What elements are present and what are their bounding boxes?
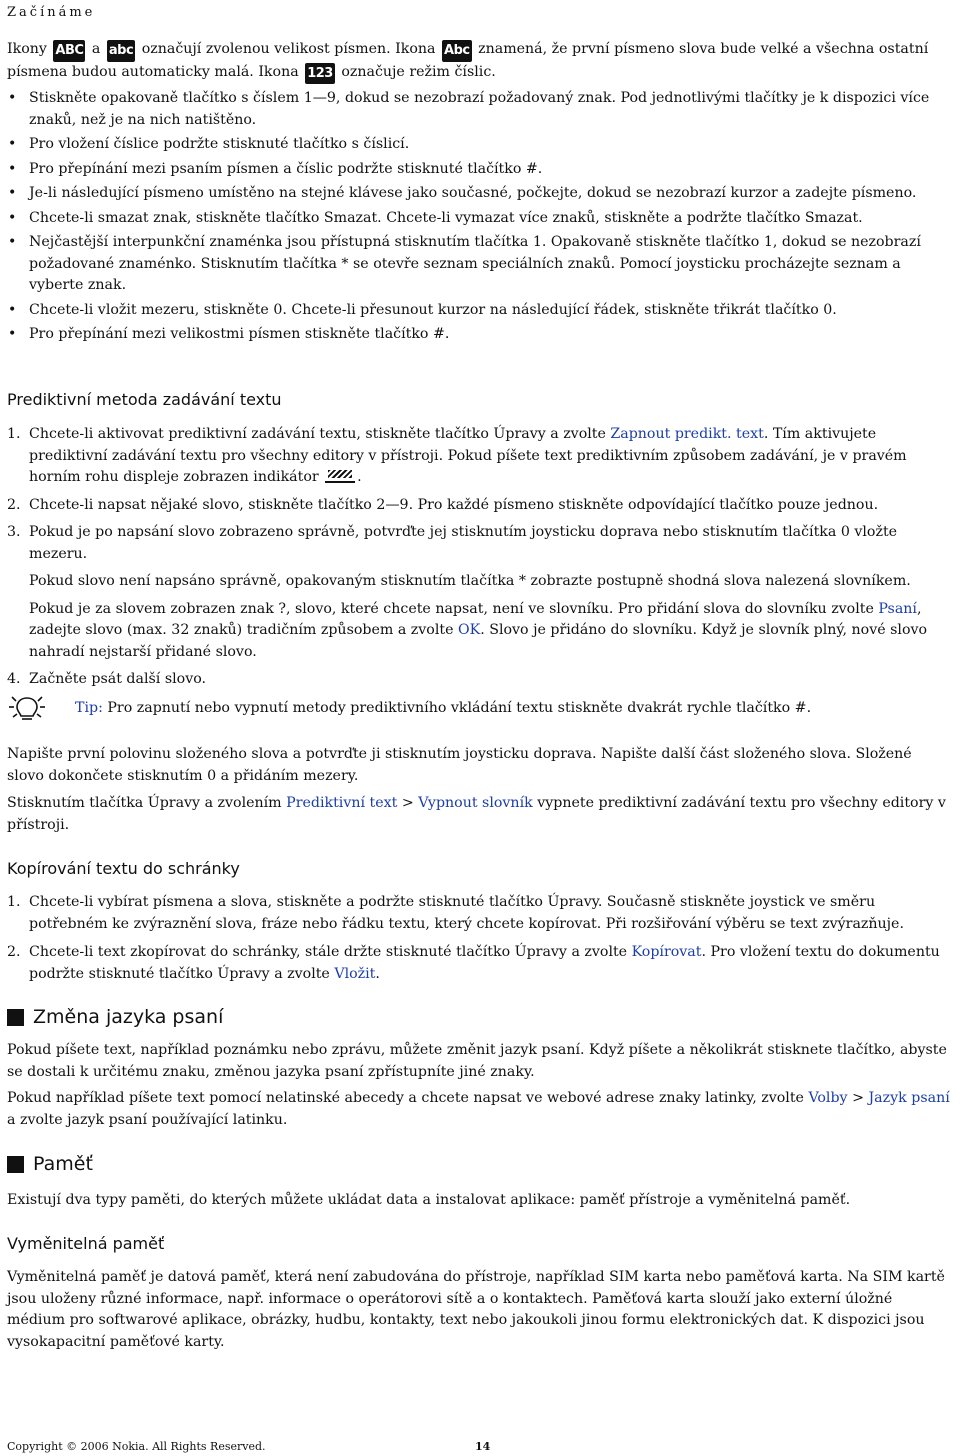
removable-memory-heading: Vyměnitelná paměť: [7, 1234, 165, 1253]
memory-paragraph: Existují dva typy paměti, do kterých můžete ukládat data a instalovat aplikace: paměť přístroje a vyměnitelná paměť.: [7, 1192, 851, 1208]
list-item: [7, 942, 953, 985]
step-text: Chcete-li aktivovat prediktivní zadávání textu, stiskněte tlačítko Úpravy a zvolte: [29, 426, 611, 442]
step-text: . Pro vložení textu do dokumentu podržte stisknuté tlačítko Úpravy a zvolte: [29, 944, 940, 982]
list-item: • Pro přepínání mezi psaním písmen a číslic podržte stisknuté tlačítko #.: [7, 159, 953, 181]
memory-heading-text: Paměť: [33, 1153, 93, 1175]
step-text: Začněte psát další slovo.: [29, 671, 207, 687]
intro-paragraph: [7, 39, 953, 84]
list-item: • Pro přepínání mezi velikostmi písmen stiskněte tlačítko #.: [7, 324, 953, 346]
list-item: [7, 495, 953, 517]
language-heading: [7, 1006, 953, 1028]
psani-link[interactable]: Psaní: [878, 600, 917, 617]
vlozit-link[interactable]: Vložit: [334, 965, 376, 982]
predictive-steps: [7, 424, 953, 697]
step-number: 1.: [7, 426, 21, 442]
copy-steps: [7, 892, 953, 991]
list-item: [7, 522, 953, 663]
step-number: 1.: [7, 894, 21, 910]
section-header: Začínáme: [7, 5, 96, 20]
list-item: • Chcete-li smazat znak, stiskněte tlačítko Smazat. Chcete-li vymazat více znaků, stiskněte a podržte tlačítko Smazat.: [7, 208, 953, 230]
list-item: • Nejčastější interpunkční znaménka jsou přístupná stisknutím tlačítka 1. Opakovaně stiskněte tlačítko 1, dokud se nezobrazí požadované znaménko. Stisknutím tlačítka * se otevře seznam speciálních znaků. Pomocí joysticku procházejte seznam a vyberte znak.: [7, 232, 953, 297]
copy-heading: Kopírování textu do schránky: [7, 859, 240, 878]
step-subparagraph: [29, 599, 953, 664]
list-item: [7, 669, 953, 691]
tip-label: Tip:: [75, 700, 103, 716]
para-text: a zvolte jazyk psaní používající latinku.: [7, 1111, 288, 1128]
para-text: Stisknutím tlačítka Úpravy a zvolením: [7, 795, 287, 811]
compound-word-paragraph: Napište první polovinu složeného slova a potvrďte ji stisknutím joysticku doprava. Napište další část složeného slova. Složené slovo dokončete stisknutím 0 a přidáním mezery.: [7, 746, 912, 784]
step-subparagraph: Pokud slovo není napsáno správně, opakovaným stisknutím tlačítka * zobrazte postupně shodná slova nalezená slovníkem.: [29, 573, 911, 589]
list-item: [7, 892, 953, 935]
list-item: • Stiskněte opakovaně tlačítko s číslem 1—9, dokud se nezobrazí požadovaný znak. Pod jednotlivými tlačítky je k dispozici více znaků, než je na nich natištěno.: [7, 88, 953, 131]
para-text: vypnete prediktivní zadávání textu pro všechny editory v přístroji.: [7, 795, 946, 833]
intro-text: znamená, že první písmeno slova bude velké a všechna ostatní písmena budou automaticky malá. Ikona: [7, 41, 929, 80]
intro-text: označují zvolenou velikost písmen. Ikona: [137, 41, 441, 57]
zapnout-predikt-link[interactable]: Zapnout predikt. text: [610, 426, 764, 442]
step-number: 3.: [7, 524, 21, 540]
prediktivni-text-link[interactable]: Prediktivní text: [286, 795, 398, 811]
step-text: Pokud je po napsání slovo zobrazeno správně, potvrďte jej stisknutím joysticku doprava nebo stisknutím tlačítka 0 vložte mezeru.: [29, 524, 898, 562]
section-square-icon: [7, 1009, 24, 1026]
list-item: • Pro vložení číslice podržte stisknuté tlačítko s číslicí.: [7, 134, 953, 156]
jazyk-psani-link[interactable]: Jazyk psaní: [868, 1090, 950, 1106]
removable-memory-paragraph: Vyměnitelná paměť je datová paměť, která není zabudována do přístroje, například SIM karta nebo paměťová karta. Na SIM kartě jsou uloženy různé informace, např. informace o operátorovi sítě a o kontaktech. Paměťová karta slouží jako externí úložné médium pro softwarové aplikace, obrázky, hudbu, kontakty, text nebo jakoukoli jinou formu elektronických dat. K dispozici jsou vysokapacitní paměťové karty.: [7, 1269, 945, 1350]
step-text: Chcete-li napsat nějaké slovo, stiskněte tlačítko 2—9. Pro každé písmeno stiskněte odpovídající tlačítko pouze jednou.: [29, 496, 879, 513]
abc-lowercase-icon: abc: [107, 40, 135, 62]
list-item: [7, 424, 953, 489]
step-text: Chcete-li text zkopírovat do schránky, stále držte stisknuté tlačítko Úpravy a zvolte: [29, 944, 632, 960]
disable-dictionary-paragraph: [7, 793, 953, 836]
language-heading-text: Změna jazyka psaní: [33, 1006, 224, 1028]
step-text: Pokud je za slovem zobrazen znak ?, slovo, které chcete napsat, není ve slovníku. Pro přidání slova do slovníku zvolte: [29, 600, 879, 617]
path-separator: >: [847, 1090, 869, 1106]
intro-text: a: [87, 41, 105, 57]
footer-copyright: Copyright © 2006 Nokia. All Rights Reserved.: [7, 1440, 266, 1453]
intro-text: označuje režim číslic.: [336, 63, 496, 80]
page-number: 14: [475, 1440, 491, 1453]
para-text: Pokud například píšete text pomocí nelatinské abecedy a chcete napsat ve webové adrese znaky latinky, zvolte: [7, 1090, 809, 1106]
step-text: .: [375, 965, 380, 982]
vypnout-slovnik-link[interactable]: Vypnout slovník: [418, 795, 533, 811]
abc-uppercase-icon: ABC: [53, 40, 85, 62]
predictive-heading: Prediktivní metoda zadávání textu: [7, 390, 282, 409]
step-text: . Tím aktivujete prediktivní zadávání textu pro všechny editory v přístroji. Pokud píšete text prediktivním způsobem zadávání, je v pravém horním rohu displeje zobrazen indikátor: [29, 426, 907, 485]
numeric-mode-icon: 123: [305, 63, 335, 85]
list-item: • Je-li následující písmeno umístěno na stejné klávese jako současné, počkejte, dokud se nezobrazí kurzor a zadejte písmeno.: [7, 183, 953, 205]
tip-text: [75, 698, 811, 720]
tip-box: [7, 698, 953, 722]
ok-link[interactable]: OK: [457, 622, 481, 638]
memory-heading: [7, 1153, 953, 1175]
input-tips-list: [7, 88, 953, 349]
lightbulb-icon: [7, 694, 47, 722]
predictive-indicator-icon: [325, 469, 355, 483]
language-latin-paragraph: [7, 1088, 953, 1131]
kopirovat-link[interactable]: Kopírovat: [631, 944, 702, 960]
language-paragraph: Pokud píšete text, například poznámku nebo zprávu, můžete změnit jazyk psaní. Když píšete a několikrát stisknete tlačítko, abyste se dostali k určitému znaku, změnou jazyka psaní zpřístupníte jiné znaky.: [7, 1042, 947, 1080]
tip-body: Pro zapnutí nebo vypnutí metody prediktivního vkládání textu stiskněte dvakrát rychle tlačítko #.: [102, 700, 812, 716]
step-number: 4.: [7, 671, 21, 687]
step-number: 2.: [7, 944, 21, 960]
step-text: Chcete-li vybírat písmena a slova, stiskněte a podržte stisknuté tlačítko Úpravy. Současně stiskněte joystick ve směru potřebném ke zvýraznění slova, fráze nebo řádku textu, který chcete kopírovat. Při rozšiřování výběru se text zvýrazňuje.: [29, 894, 904, 932]
step-text: .: [357, 469, 362, 485]
intro-text: Ikony: [7, 41, 52, 57]
step-text: . Slovo je přidáno do slovníku. Když je slovník plný, nové slovo nahradí nejstarší přidané slovo.: [29, 622, 928, 660]
volby-link[interactable]: Volby: [808, 1090, 848, 1106]
path-separator: >: [397, 795, 419, 811]
step-text: , zadejte slovo (max. 32 znaků) tradičním způsobem a zvolte: [29, 600, 922, 638]
list-item: • Chcete-li vložit mezeru, stiskněte 0. Chcete-li přesunout kurzor na následující řádek, stiskněte třikrát tlačítko 0.: [7, 300, 953, 322]
section-square-icon: [7, 1156, 24, 1173]
step-number: 2.: [7, 496, 21, 513]
abc-sentence-case-icon: Abc: [442, 40, 472, 62]
